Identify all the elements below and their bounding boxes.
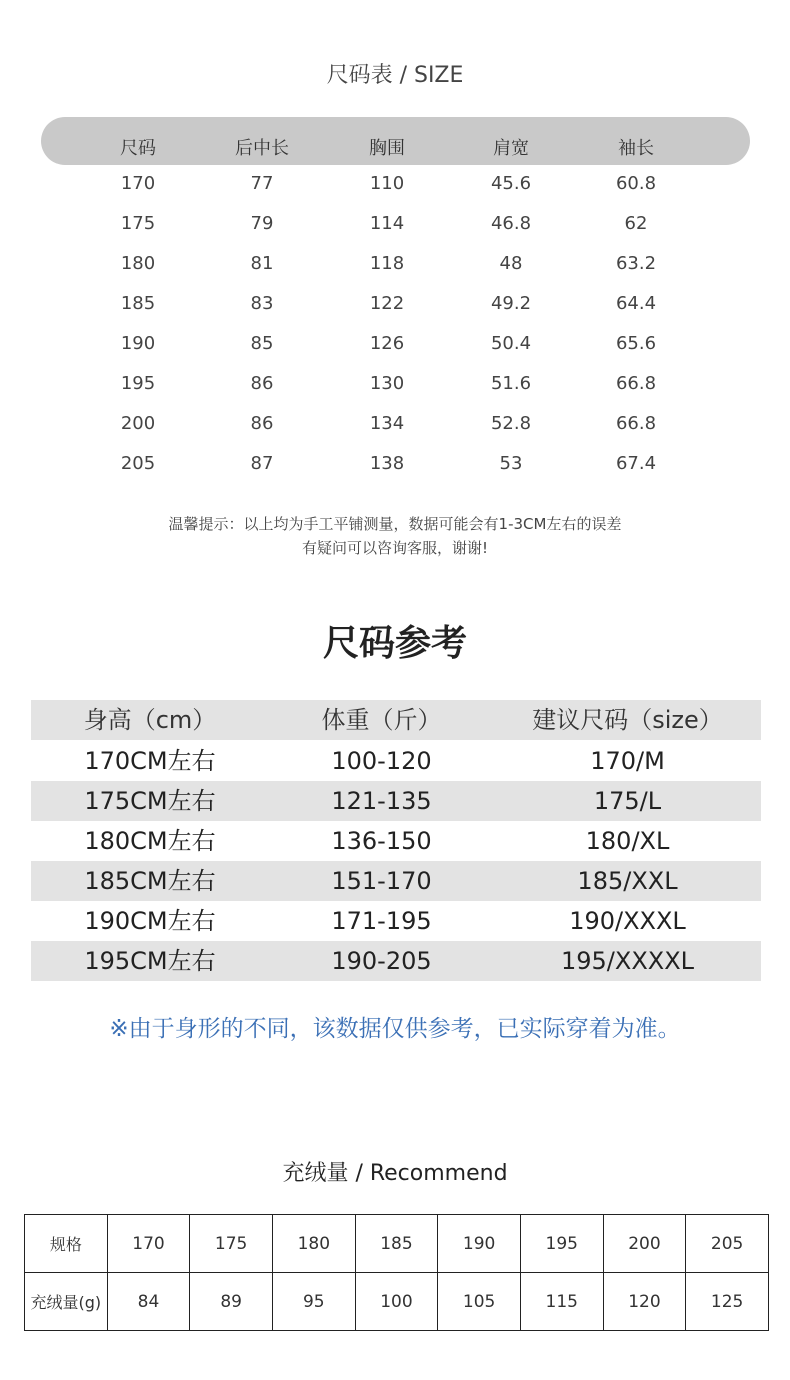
header-weight: 体重（斤） [321, 706, 442, 734]
cell-back-length: 87 [250, 453, 274, 474]
size-reference-row [31, 941, 761, 981]
measurement-tip [0, 512, 790, 560]
cell-size: 200 [120, 413, 156, 434]
spec-cell: 170 [107, 1215, 190, 1273]
cell-chest: 138 [369, 453, 405, 474]
spec-label: 规格 [25, 1215, 108, 1273]
cell-back-length: 79 [250, 213, 274, 234]
spec-cell: 175 [190, 1215, 273, 1273]
size-table-row [0, 251, 790, 291]
fill-cell: 100 [355, 1273, 438, 1331]
cell-suggested-size: 170/M [590, 747, 665, 775]
size-reference-row [31, 861, 761, 901]
size-table-row [0, 331, 790, 371]
cell-weight: 171-195 [331, 907, 432, 935]
header-sleeve: 袖长 [618, 138, 654, 159]
cell-back-length: 77 [250, 173, 274, 194]
size-table-row [0, 211, 790, 251]
cell-suggested-size: 180/XL [585, 827, 670, 855]
header-size: 尺码 [120, 138, 156, 159]
size-reference-row [31, 901, 761, 941]
spec-cell: 190 [438, 1215, 521, 1273]
cell-sleeve: 64.4 [615, 293, 657, 314]
header-height: 身高（cm） [83, 706, 217, 734]
size-table-row [0, 371, 790, 411]
size-table-row [0, 411, 790, 451]
cell-sleeve: 62 [624, 213, 648, 234]
cell-chest: 114 [369, 213, 405, 234]
cell-back-length: 83 [250, 293, 274, 314]
cell-sleeve: 66.8 [615, 413, 657, 434]
spec-row [25, 1215, 769, 1273]
cell-height: 195CM左右 [84, 947, 216, 975]
cell-back-length: 86 [250, 373, 274, 394]
cell-height: 190CM左右 [84, 907, 216, 935]
size-reference-row [31, 741, 761, 781]
header-back-length: 后中长 [235, 138, 289, 159]
fill-label: 充绒量(g) [25, 1273, 108, 1331]
cell-chest: 118 [369, 253, 405, 274]
cell-chest: 110 [369, 173, 405, 194]
cell-back-length: 81 [250, 253, 274, 274]
size-reference-title: 尺码参考 [322, 623, 467, 664]
fill-table-title: 充绒量 / Recommend [282, 1161, 508, 1186]
size-reference-row [31, 781, 761, 821]
cell-chest: 130 [369, 373, 405, 394]
cell-height: 180CM左右 [84, 827, 216, 855]
cell-shoulder: 48 [499, 253, 523, 274]
cell-shoulder: 45.6 [490, 173, 532, 194]
cell-suggested-size: 175/L [593, 787, 662, 815]
cell-weight: 100-120 [331, 747, 432, 775]
fill-cell: 120 [603, 1273, 686, 1331]
cell-weight: 136-150 [331, 827, 432, 855]
tip-line-1: 温馨提示：以上均为手工平铺测量，数据可能会有1-3CM左右的误差 [168, 515, 622, 533]
size-table-title: 尺码表 / SIZE [326, 63, 464, 88]
cell-size: 205 [120, 453, 156, 474]
size-table-row [0, 291, 790, 331]
cell-sleeve: 63.2 [615, 253, 657, 274]
fill-row [25, 1273, 769, 1331]
fill-cell: 105 [438, 1273, 521, 1331]
cell-shoulder: 51.6 [490, 373, 532, 394]
cell-size: 170 [120, 173, 156, 194]
cell-suggested-size: 185/XXL [577, 867, 678, 895]
fill-cell: 84 [107, 1273, 190, 1331]
reference-note: ※由于身形的不同，该数据仅供参考，已实际穿着为准。 [109, 1016, 681, 1042]
cell-sleeve: 65.6 [615, 333, 657, 354]
cell-size: 180 [120, 253, 156, 274]
cell-height: 170CM左右 [84, 747, 216, 775]
cell-back-length: 85 [250, 333, 274, 354]
cell-size: 175 [120, 213, 156, 234]
cell-size: 190 [120, 333, 156, 354]
fill-cell: 125 [686, 1273, 769, 1331]
cell-chest: 122 [369, 293, 405, 314]
cell-height: 175CM左右 [84, 787, 216, 815]
size-reference-row [31, 821, 761, 861]
size-reference-header [31, 700, 761, 740]
cell-suggested-size: 190/XXXL [569, 907, 686, 935]
cell-size: 185 [120, 293, 156, 314]
header-chest: 胸围 [369, 138, 405, 159]
cell-sleeve: 60.8 [615, 173, 657, 194]
cell-height: 185CM左右 [84, 867, 216, 895]
fill-cell: 95 [272, 1273, 355, 1331]
cell-shoulder: 52.8 [490, 413, 532, 434]
spec-cell: 185 [355, 1215, 438, 1273]
cell-shoulder: 50.4 [490, 333, 532, 354]
fill-cell: 115 [520, 1273, 603, 1331]
size-table-row [0, 171, 790, 211]
cell-suggested-size: 195/XXXXL [560, 947, 695, 975]
cell-weight: 121-135 [331, 787, 432, 815]
cell-chest: 134 [369, 413, 405, 434]
tip-line-2: 有疑问可以咨询客服，谢谢! [301, 539, 488, 557]
cell-chest: 126 [369, 333, 405, 354]
cell-shoulder: 53 [499, 453, 523, 474]
fill-table [24, 1214, 769, 1331]
cell-weight: 151-170 [331, 867, 432, 895]
fill-cell: 89 [190, 1273, 273, 1331]
spec-cell: 205 [686, 1215, 769, 1273]
cell-shoulder: 46.8 [490, 213, 532, 234]
header-shoulder: 肩宽 [493, 138, 529, 159]
cell-weight: 190-205 [331, 947, 432, 975]
cell-sleeve: 66.8 [615, 373, 657, 394]
cell-size: 195 [120, 373, 156, 394]
spec-cell: 200 [603, 1215, 686, 1273]
cell-shoulder: 49.2 [490, 293, 532, 314]
header-suggested-size: 建议尺码（size） [532, 706, 723, 734]
size-table-row [0, 451, 790, 491]
cell-sleeve: 67.4 [615, 453, 657, 474]
spec-cell: 195 [520, 1215, 603, 1273]
spec-cell: 180 [272, 1215, 355, 1273]
cell-back-length: 86 [250, 413, 274, 434]
